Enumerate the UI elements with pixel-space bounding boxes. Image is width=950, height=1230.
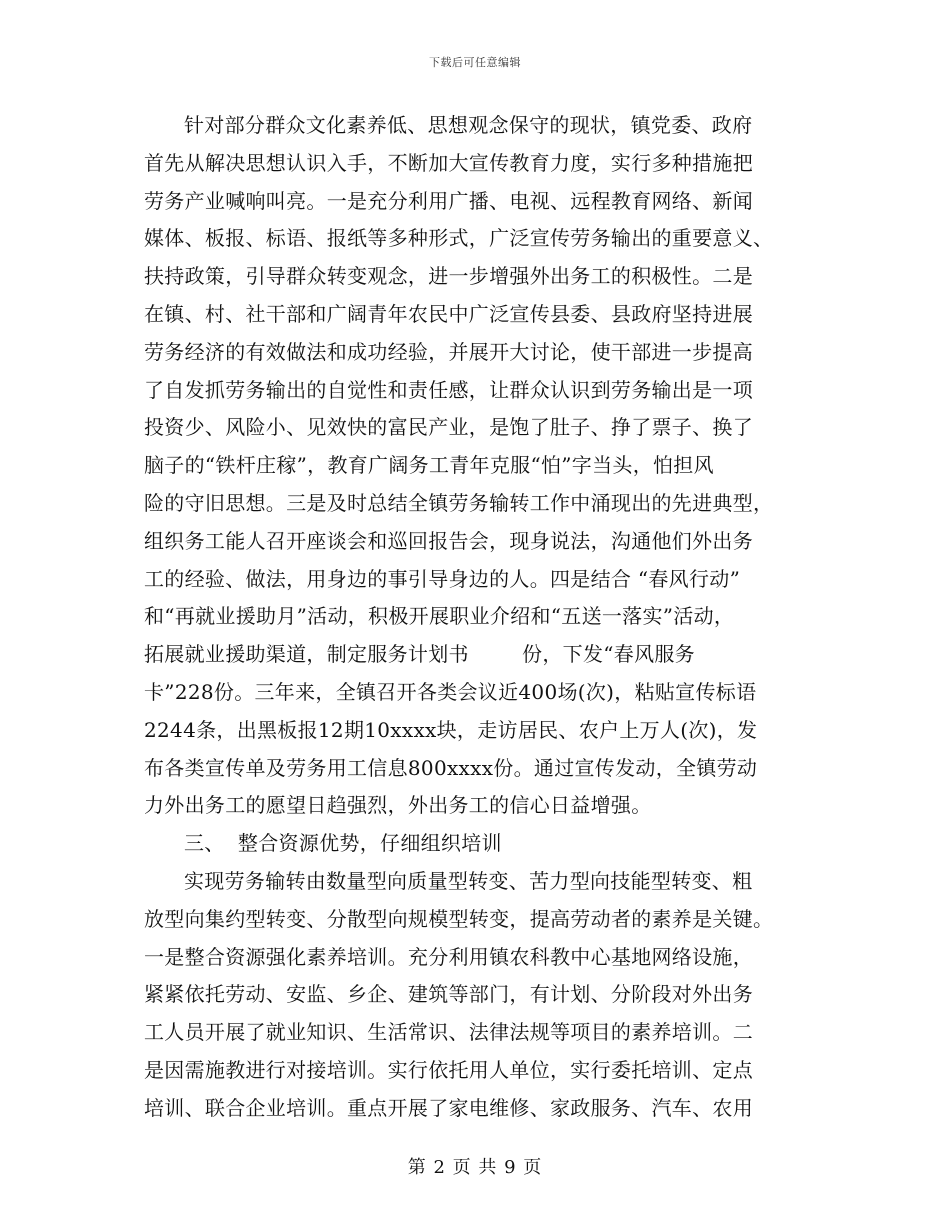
header-note: 下载后可任意编辑 bbox=[429, 56, 521, 69]
paragraph-line: 工的经验、做法，用身边的事引导身边的人。四是结合 “春风行动” bbox=[144, 566, 741, 591]
paragraph-line: 2244条，出黑板报12期10xxxx块，走访居民、农户上万人(次)，发 bbox=[144, 717, 758, 742]
paragraph-line: 拓展就业援助渠道，制定服务计划书 份，下发“春风服务 bbox=[144, 642, 695, 667]
paragraph-line: 劳务经济的有效做法和成功经验，并展开大讨论，使干部进一步提高 bbox=[144, 339, 753, 364]
paragraph-line: 媒体、板报、标语、报纸等多种形式，广泛宣传劳务输出的重要意义、 bbox=[144, 226, 774, 251]
paragraph-line: 布各类宣传单及劳务用工信息800xxxx份。通过宣传发动，全镇劳动 bbox=[144, 755, 758, 780]
paragraph-line: 培训、联合企业培训。重点开展了家电维修、家政服务、汽车、农用 bbox=[144, 1095, 753, 1120]
paragraph-line: 投资少、风险小、见效快的富民产业，是饱了肚子、挣了票子、换了 bbox=[144, 415, 753, 440]
section-heading: 三、 整合资源优势，仔细组织培训 bbox=[184, 831, 502, 856]
paragraph-line: 卡”228份。三年来，全镇召开各类会议近400场(次)，粘贴宣传标语 bbox=[144, 679, 757, 704]
paragraph-line: 紧紧依托劳动、安监、乡企、建筑等部门，有计划、分阶段对外出务 bbox=[144, 982, 753, 1007]
paragraph-line: 和“再就业援助月”活动，积极开展职业介绍和“五送一落实”活动， bbox=[144, 604, 735, 629]
paragraph-line: 在镇、村、社干部和广阔青年农民中广泛宣传县委、县政府坚持进展 bbox=[144, 301, 753, 326]
paragraph-line: 扶持政策，引导群众转变观念，进一步增强外出务工的积极性。二是 bbox=[144, 264, 753, 289]
paragraph-line: 针对部分群众文化素养低、思想观念保守的现状，镇党委、政府 bbox=[184, 113, 753, 137]
paragraph-line: 力外出务工的愿望日趋强烈，外出务工的信心日益增强。 bbox=[144, 793, 652, 818]
paragraph-line: 了自发抓劳务输出的自觉性和责任感，让群众认识到劳务输出是一项 bbox=[144, 377, 753, 402]
paragraph-line: 脑子的“铁杆庄稼”，教育广阔务工青年克服“怕”字当头，怕担风 bbox=[144, 453, 714, 478]
paragraph-line: 放型向集约型转变、分散型向规模型转变，提高劳动者的素养是关键。 bbox=[144, 906, 774, 931]
body-text bbox=[144, 107, 806, 1128]
paragraph-line: 首先从解决思想认识入手，不断加大宣传教育力度，实行多种措施把 bbox=[144, 150, 753, 175]
paragraph-line: 工人员开展了就业知识、生活常识、法律法规等项目的素养培训。二 bbox=[144, 1020, 753, 1045]
paragraph-line: 劳务产业喊响叫亮。一是充分利用广播、电视、远程教育网络、新闻 bbox=[144, 188, 753, 213]
paragraph-line: 一是整合资源强化素养培训。充分利用镇农科教中心基地网络设施， bbox=[144, 944, 753, 969]
paragraph-line: 险的守旧思想。三是及时总结全镇劳务输转工作中涌现出的先进典型， bbox=[144, 490, 774, 515]
paragraph-line: 是因需施教进行对接培训。实行依托用人单位，实行委托培训、定点 bbox=[144, 1057, 753, 1082]
paragraph-line: 组织务工能人召开座谈会和巡回报告会，现身说法，沟通他们外出务 bbox=[144, 528, 753, 553]
page-number-footer: 第 2 页 共 9 页 bbox=[407, 1157, 543, 1178]
paragraph-line: 实现劳务输转由数量型向质量型转变、苦力型向技能型转变、粗 bbox=[184, 868, 753, 893]
